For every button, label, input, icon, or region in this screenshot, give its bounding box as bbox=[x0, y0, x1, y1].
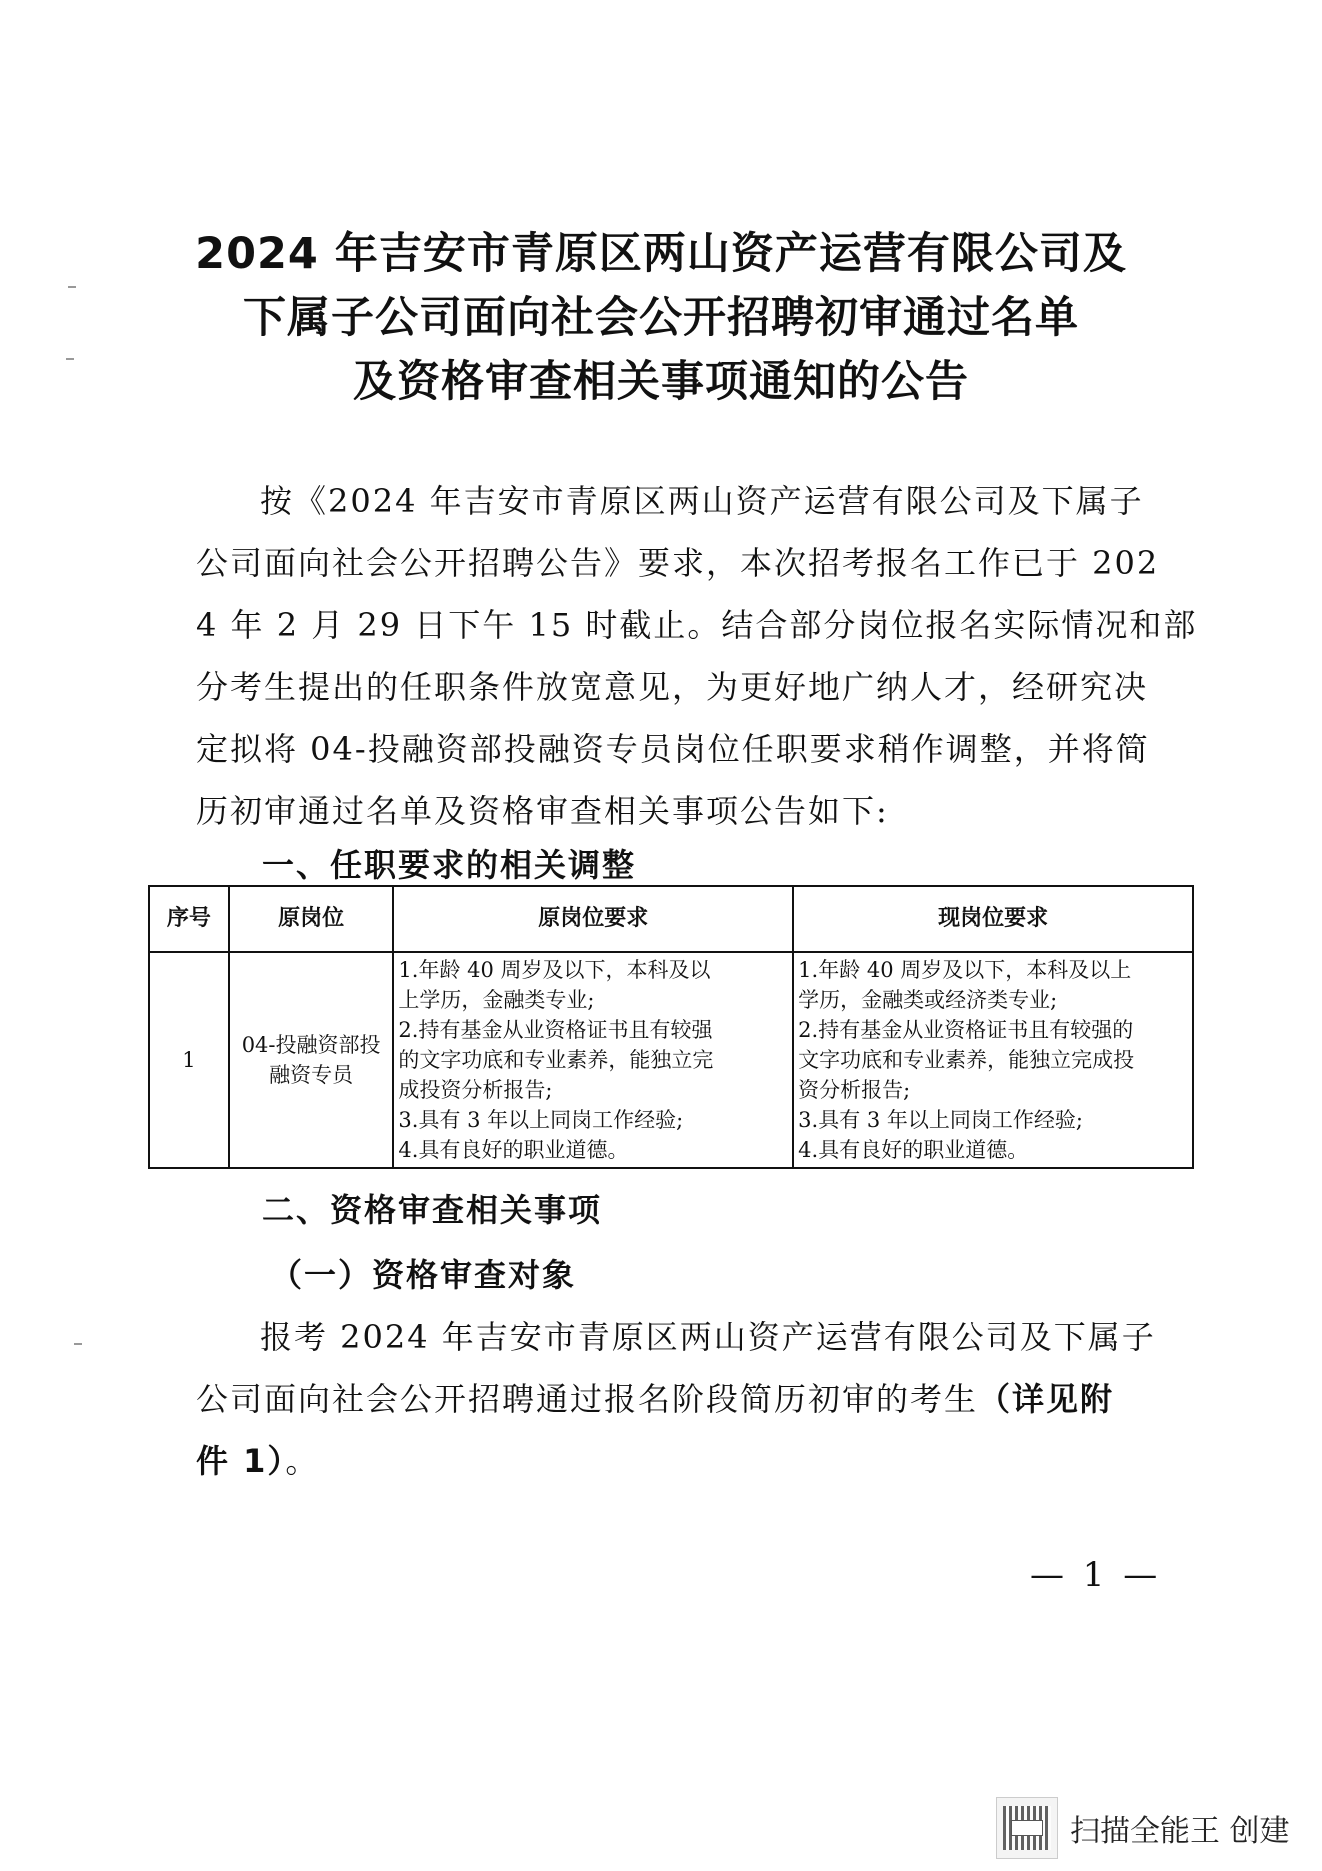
paragraph-line: 报考 2024 年吉安市青原区两山资产运营有限公司及下属子 bbox=[260, 1318, 1156, 1356]
paragraph-line bbox=[196, 1430, 1146, 1492]
paragraph-text: 。 bbox=[285, 1442, 320, 1480]
paragraph-text: 公司面向社会公开招聘通过报名阶段简历初审的考生 bbox=[196, 1380, 979, 1418]
scan-mark bbox=[68, 286, 76, 288]
paragraph-line bbox=[196, 1368, 1146, 1430]
table-header-row bbox=[149, 886, 1193, 952]
position-name: 04-投融资部投融资专员 bbox=[229, 952, 394, 1168]
eligibility-paragraph bbox=[196, 1306, 1156, 1492]
requirement-line: 1.年龄 40 周岁及以下，本科及以上 bbox=[798, 958, 1132, 982]
row-number: 1 bbox=[149, 952, 229, 1168]
current-requirements bbox=[793, 952, 1193, 1168]
requirement-line: 资分析报告; bbox=[798, 1078, 911, 1102]
watermark-text: 扫描全能王 创建 bbox=[1070, 1814, 1290, 1849]
title-line: 及资格审查相关事项通知的公告 bbox=[353, 357, 969, 407]
title-line: 2024 年吉安市青原区两山资产运营有限公司及 bbox=[195, 229, 1127, 279]
subsection-heading: （一）资格审查对象 bbox=[270, 1256, 577, 1294]
requirement-line: 成投资分析报告; bbox=[398, 1078, 553, 1102]
requirement-line: 文字功底和专业素养，能独立完成投 bbox=[798, 1048, 1135, 1072]
document-title bbox=[120, 222, 1202, 414]
requirement-line: 2.持有基金从业资格证书且有较强 bbox=[398, 1018, 713, 1042]
original-requirements bbox=[393, 952, 793, 1168]
camscanner-logo-icon bbox=[996, 1797, 1058, 1859]
requirement-line: 4.具有良好的职业道德。 bbox=[798, 1138, 1029, 1162]
paragraph-line: 历初审通过名单及资格审查相关事项公告如下: bbox=[196, 792, 889, 830]
title-line: 下属子公司面向社会公开招聘初审通过名单 bbox=[243, 293, 1079, 343]
requirement-line: 1.年龄 40 周岁及以下，本科及以 bbox=[398, 958, 711, 982]
requirement-line: 学历，金融类或经济类专业; bbox=[798, 988, 1058, 1012]
section-heading: 一、任职要求的相关调整 bbox=[262, 846, 637, 884]
scan-mark bbox=[66, 358, 74, 360]
header-cell: 原岗位要求 bbox=[393, 886, 793, 952]
attachment-reference: （详见附 bbox=[978, 1380, 1115, 1418]
header-cell: 序号 bbox=[149, 886, 229, 952]
table-row bbox=[149, 952, 1193, 1168]
requirement-line: 上学历，金融类专业; bbox=[398, 988, 595, 1012]
intro-paragraph bbox=[196, 470, 1198, 842]
scan-mark bbox=[74, 1343, 82, 1345]
requirement-line: 的文字功底和专业素养，能独立完 bbox=[398, 1048, 714, 1072]
requirement-line: 4.具有良好的职业道德。 bbox=[398, 1138, 629, 1162]
requirement-line: 2.持有基金从业资格证书且有较强的 bbox=[798, 1018, 1134, 1042]
paragraph-line: 公司面向社会公开招聘公告》要求，本次招考报名工作已于 202 bbox=[196, 544, 1160, 582]
paragraph-line: 按《2024 年吉安市青原区两山资产运营有限公司及下属子 bbox=[260, 482, 1144, 520]
paragraph-line: 定拟将 04-投融资部投融资专员岗位任职要求稍作调整，并将简 bbox=[196, 730, 1150, 768]
requirement-line: 3.具有 3 年以上同岗工作经验; bbox=[798, 1108, 1083, 1132]
header-cell: 现岗位要求 bbox=[793, 886, 1193, 952]
requirement-line: 3.具有 3 年以上同岗工作经验; bbox=[398, 1108, 684, 1132]
section-heading: 二、资格审查相关事项 bbox=[262, 1191, 603, 1229]
scanner-watermark bbox=[996, 1796, 1290, 1860]
paragraph-line: 分考生提出的任职条件放宽意见，为更好地广纳人才，经研究决 bbox=[196, 668, 1149, 706]
requirements-table bbox=[148, 885, 1194, 1169]
attachment-reference: 件 1） bbox=[196, 1442, 286, 1480]
page-number: — 1 — bbox=[1030, 1555, 1162, 1595]
header-cell: 原岗位 bbox=[229, 886, 394, 952]
paragraph-line: 4 年 2 月 29 日下午 15 时截止。结合部分岗位报名实际情况和部 bbox=[196, 606, 1198, 644]
